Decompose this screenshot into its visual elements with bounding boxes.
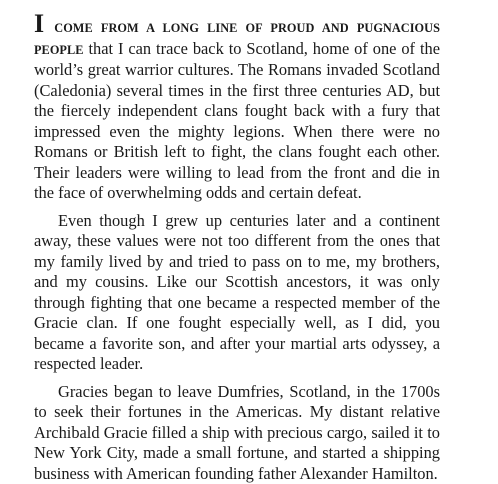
lead-in-text: COME FROM A LONG LINE OF PROUD AND PUGNACIOUS PEOPLE xyxy=(34,21,440,57)
paragraph-3-text: Gracies began to leave Dumfries, Scotland, in the 1700s to seek their fortunes in the Americas. My distant relative Archibald Gracie filled a ship with precious cargo, sailed it to New York City, made a small fortune, and started a shipping business with American founding father Alexander Hamilton. xyxy=(34,382,440,483)
paragraph-2-text: Even though I grew up centuries later and a continent away, these values were not too different from the ones that my family lived by and tried to pass on to me, my brothers, and my cousins. Like our Scottish ancestors, it was only through fighting that one became a respected member of the Gracie clan. If one fought especially well, as I did, you became a favorite son, and after your martial arts odyssey, a respected leader. xyxy=(34,211,440,374)
document-page xyxy=(34,14,440,484)
paragraph-1 xyxy=(34,14,440,204)
paragraph-2 xyxy=(34,211,440,375)
paragraph-1-text: that I can trace back to Scotland, home of one of the world’s great warrior cultures. The Romans invaded Scotland (Caledonia) several times in the first three centuries AD, but the fiercely independent clans fought back with a fury that impressed even the mighty legions. When there were no Romans or British left to fight, the clans fought each other. Their leaders were willing to lead from the front and die in the face of overwhelming odds and certain defeat. xyxy=(34,39,440,203)
paragraph-3 xyxy=(34,382,440,484)
drop-cap: I xyxy=(34,9,44,38)
